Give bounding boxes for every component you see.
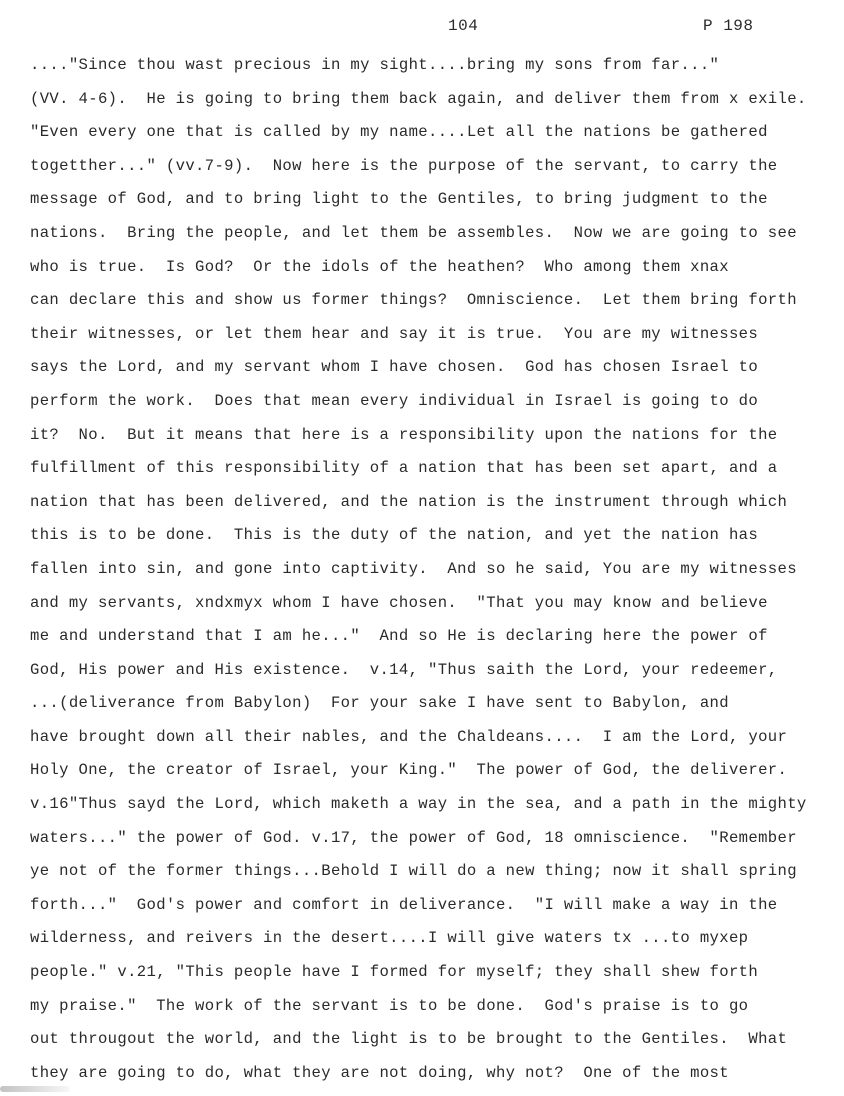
text-line: perform the work. Does that mean every individual in Israel is going to do bbox=[30, 391, 759, 410]
text-line: ye not of the former things...Behold I will do a new thing; now it shall spring bbox=[30, 862, 797, 881]
text-line: ...."Since thou wast precious in my sight....bring my sons from far..." bbox=[30, 56, 720, 74]
text-line: waters..." the power of God. v.17, the power of God, 18 omniscience. "Remember bbox=[30, 828, 797, 847]
scan-smudge bbox=[0, 1086, 70, 1092]
text-line: forth..." God's power and comfort in deliverance. "I will make a way in the bbox=[30, 895, 778, 914]
text-line: people." v.21, "This people have I formed for myself; they shall shew forth bbox=[30, 963, 759, 982]
text-line: who is true. Is God? Or the idols of the heathen? Who among them xnax bbox=[30, 257, 729, 276]
text-line: it? No. But it means that here is a responsibility upon the nations for the bbox=[30, 425, 778, 444]
text-line: togetther..." (vv.7-9). Now here is the purpose of the servant, to carry the bbox=[30, 156, 778, 175]
text-line: (VV. 4-6). He is going to bring them back again, and deliver them from x exile. bbox=[30, 89, 807, 108]
text-line: v.16"Thus sayd the Lord, which maketh a way in the sea, and a path in the mighty bbox=[30, 795, 807, 814]
text-line: "Even every one that is called by my name....Let all the nations be gathered bbox=[30, 123, 768, 142]
text-line: and my servants, xndxmyx whom I have chosen. "That you may know and believe bbox=[30, 593, 768, 612]
text-line: nation that has been delivered, and the nation is the instrument through which bbox=[30, 492, 788, 511]
text-line: message of God, and to bring light to the Gentiles, to bring judgment to the bbox=[30, 190, 768, 209]
text-line: they are going to do, what they are not doing, why not? One of the most bbox=[30, 1063, 729, 1082]
text-line: Holy One, the creator of Israel, your King." The power of God, the deliverer. bbox=[30, 761, 788, 780]
body-text bbox=[30, 49, 840, 1090]
text-line: out througout the world, and the light is to be brought to the Gentiles. What bbox=[30, 1030, 788, 1049]
text-line: fulfillment of this responsibility of a nation that has been set apart, and a bbox=[30, 459, 778, 478]
text-line: ...(deliverance from Babylon) For your sake I have sent to Babylon, and bbox=[30, 694, 729, 713]
text-line: me and understand that I am he..." And so He is declaring here the power of bbox=[30, 627, 768, 646]
text-line: can declare this and show us former things? Omniscience. Let them bring forth bbox=[30, 291, 797, 310]
page-number: 104 bbox=[448, 17, 479, 35]
text-line: wilderness, and reivers in the desert....I will give waters tx ...to myxep bbox=[30, 929, 749, 948]
text-line: nations. Bring the people, and let them be assembles. Now we are going to see bbox=[30, 223, 797, 242]
page-reference: P 198 bbox=[703, 17, 754, 35]
text-line: have brought down all their nables, and the Chaldeans.... I am the Lord, your bbox=[30, 727, 788, 746]
text-line: God, His power and His existence. v.14, "Thus saith the Lord, your redeemer, bbox=[30, 660, 778, 679]
text-line: my praise." The work of the servant is to be done. God's praise is to go bbox=[30, 996, 749, 1015]
text-line: says the Lord, and my servant whom I have chosen. God has chosen Israel to bbox=[30, 358, 759, 377]
text-line: fallen into sin, and gone into captivity. And so he said, You are my witnesses bbox=[30, 559, 797, 578]
text-line: their witnesses, or let them hear and say it is true. You are my witnesses bbox=[30, 324, 759, 343]
text-line: this is to be done. This is the duty of the nation, and yet the nation has bbox=[30, 526, 759, 545]
